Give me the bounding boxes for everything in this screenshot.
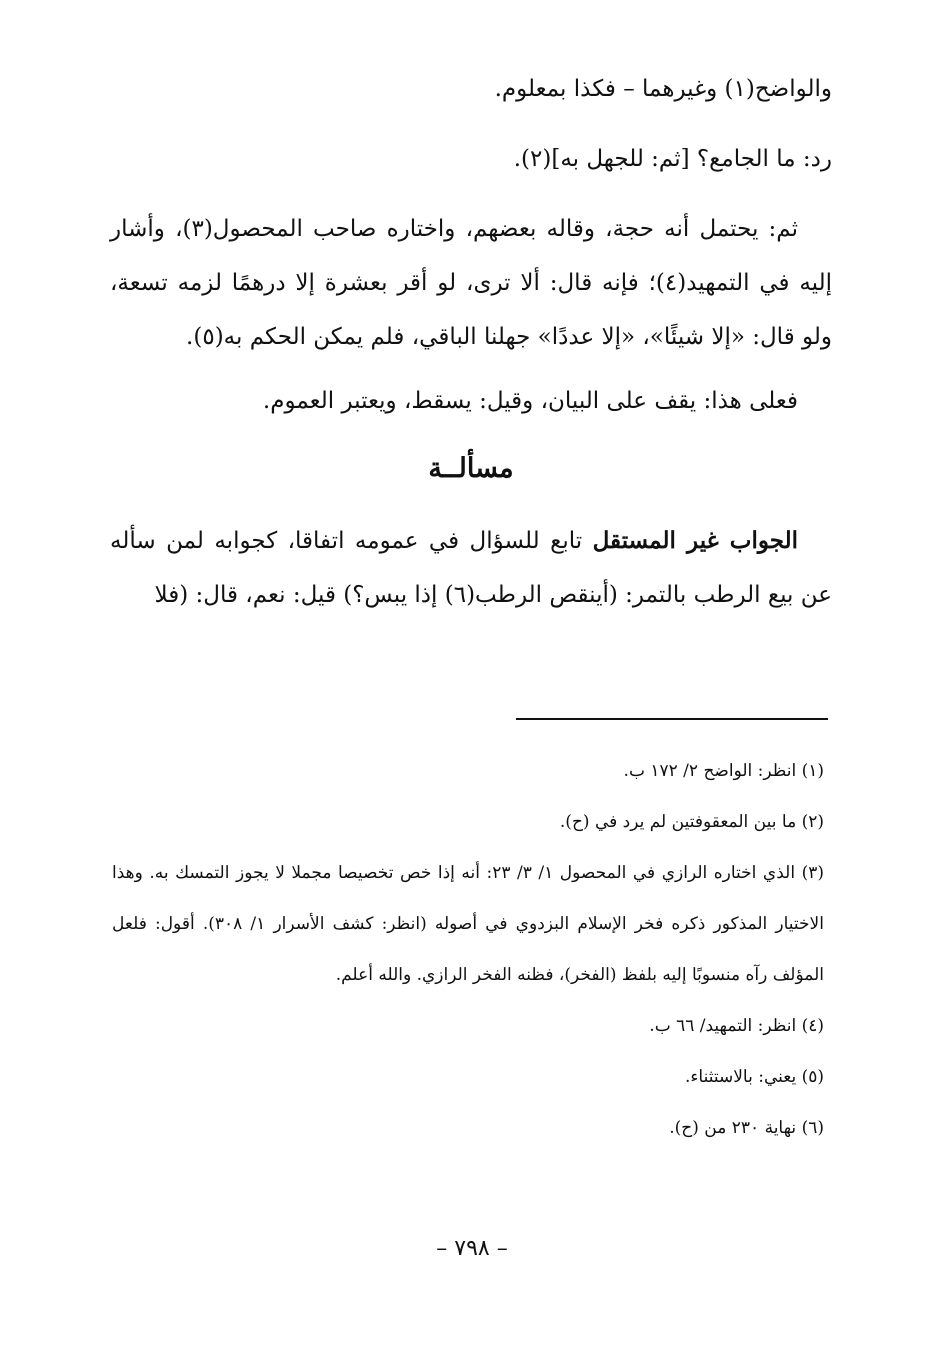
footnotes bbox=[112, 746, 824, 1154]
paragraph-5-text: تابع للسؤال في عمومه اتفاقا، كجوابه لمن سأله عن بيع الرطب بالتمر: (أينقص الرطب(٦) إذا يبس؟) قيل: نعم، قال: (فلا bbox=[110, 528, 832, 608]
footnote-1: (١) انظر: الواضح ٢/ ١٧٢ ب. bbox=[623, 761, 824, 781]
page-number: – ٧٩٨ – bbox=[436, 1236, 508, 1261]
footnote-6: (٦) نهاية ٢٣٠ من (ح). bbox=[669, 1118, 824, 1138]
paragraph-5 bbox=[110, 514, 832, 622]
bold-term: الجواب غير المستقل bbox=[592, 527, 798, 554]
footnote-5: (٥) يعني: بالاستثناء. bbox=[685, 1067, 824, 1087]
paragraph-2: رد: ما الجامع؟ [ثم: للجهل به](٢). bbox=[513, 146, 832, 172]
paragraph-3: ثم: يحتمل أنه حجة، وقاله بعضهم، واختاره صاحب المحصول(٣)، وأشار إليه في التمهيد(٤)؛ فإنه قال: ألا ترى، لو أقر بعشرة إلا درهمًا لزمه تسعة، ولو قال: «إلا شيئًا»، «إلا عددًا» جهلنا الباقي، فلم يمكن الحكم به(٥). bbox=[110, 216, 832, 350]
footnote-2: (٢) ما بين المعقوفتين لم يرد في (ح). bbox=[559, 812, 824, 832]
footnote-4: (٤) انظر: التمهيد/ ٦٦ ب. bbox=[649, 1016, 824, 1036]
main-text bbox=[110, 62, 832, 622]
footnote-separator bbox=[516, 718, 828, 720]
footnote-3: (٣) الذي اختاره الرازي في المحصول ١/ ٣/ ٢٣: أنه إذا خص تخصيصا مجملا لا يجوز التمسك به. وهذا الاختيار المذكور ذكره فخر الإسلام البزدوي في أصوله (انظر: كشف الأسرار ١/ ٣٠٨). أقول: فلعل المؤلف رآه منسوبًا إليه بلفظ (الفخر)، فظنه الفخر الرازي. والله أعلم. bbox=[112, 863, 824, 985]
section-heading: مسألــة bbox=[428, 453, 514, 484]
paragraph-4: فعلى هذا: يقف على البيان، وقيل: يسقط، ويعتبر العموم. bbox=[262, 388, 798, 414]
paragraph-1: والواضح(١) وغيرهما – فكذا بمعلوم. bbox=[494, 76, 832, 102]
